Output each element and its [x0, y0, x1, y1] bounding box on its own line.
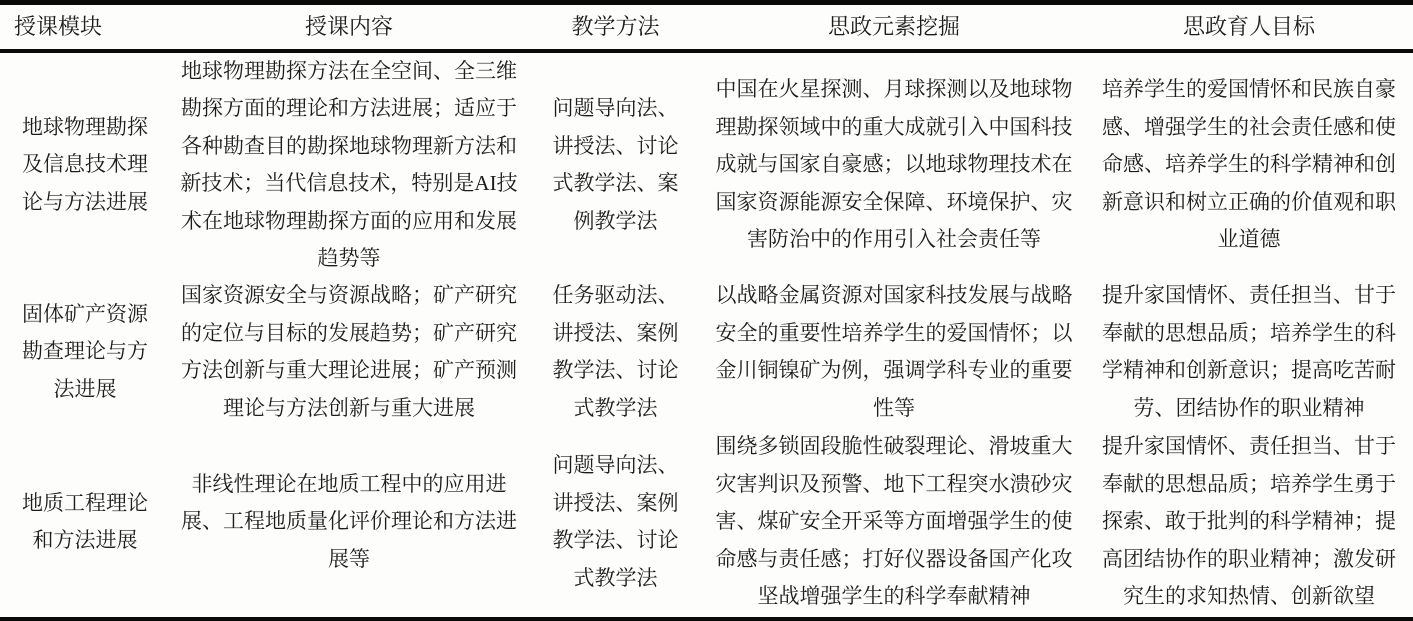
header-module: 授课模块	[0, 5, 170, 53]
cell-goals: 提升家国情怀、责任担当、甘于奉献的思想品质；培养学生的科学精神和创新意识；提高吃苦耐劳、团结协作的职业精神	[1102, 283, 1396, 420]
cell-goals: 提升家国情怀、责任担当、甘于奉献的思想品质；培养学生勇于探索、敢于批判的科学精神；提高团结协作的职业精神；激发研究生的求知热情、创新欲望	[1102, 434, 1396, 609]
header-content: 授课内容	[170, 5, 528, 53]
cell-content: 非线性理论在地质工程中的应用进展、工程地质量化评价理论和方法进展等	[181, 471, 517, 571]
header-methods: 教学方法	[528, 5, 703, 53]
cell-module: 固体矿产资源勘查理论与方法进展	[22, 301, 148, 401]
cell-elements: 围绕多锁固段脆性破裂理论、滑坡重大灾害判识及预警、地下工程突水溃砂灾害、煤矿安全开采等方面增强学生的使命感与责任感；打好仪器设备国产化攻坚战增强学生的科学奉献精神	[715, 434, 1073, 609]
cell-elements: 中国在火星探测、月球探测以及地球物理勘探领域中的重大成就引入中国科技成就与国家自豪感；以地球物理技术在国家资源能源安全保障、环境保护、灾害防治中的作用引入社会责任等	[715, 77, 1073, 252]
cell-methods: 问题导向法、讲授法、讨论式教学法、案例教学法	[552, 96, 679, 233]
cell-module: 地质工程理论和方法进展	[22, 490, 148, 552]
cell-elements: 以战略金属资源对国家科技发展与战略安全的重要性培养学生的爱国情怀；以金川铜镍矿为例，强调学科专业的重要性等	[715, 283, 1073, 420]
cell-module: 地球物理勘探及信息技术理论与方法进展	[22, 114, 148, 214]
cell-content: 国家资源安全与资源战略；矿产研究的定位与目标的发展趋势；矿产研究方法创新与重大理论进展；矿产预测理论与方法创新与重大进展	[181, 283, 517, 420]
cell-content: 地球物理勘探方法在全空间、全三维勘探方面的理论和方法进展；适应于各种勘查目的勘探地球物理新方法和新技术；当代信息技术，特别是AI技术在地球物理勘探方面的应用和发展趋势等	[180, 58, 518, 270]
cell-methods: 任务驱动法、讲授法、案例教学法、讨论式教学法	[552, 283, 679, 420]
header-goals: 思政育人目标	[1085, 5, 1413, 53]
cell-goals: 培养学生的爱国情怀和民族自豪感、增强学生的社会责任感和使命感、培养学生的科学精神和创新意识和树立正确的价值观和职业道德	[1102, 77, 1396, 252]
header-elements: 思政元素挖掘	[703, 5, 1085, 53]
cell-methods: 问题导向法、讲授法、案例教学法、讨论式教学法	[552, 453, 679, 590]
